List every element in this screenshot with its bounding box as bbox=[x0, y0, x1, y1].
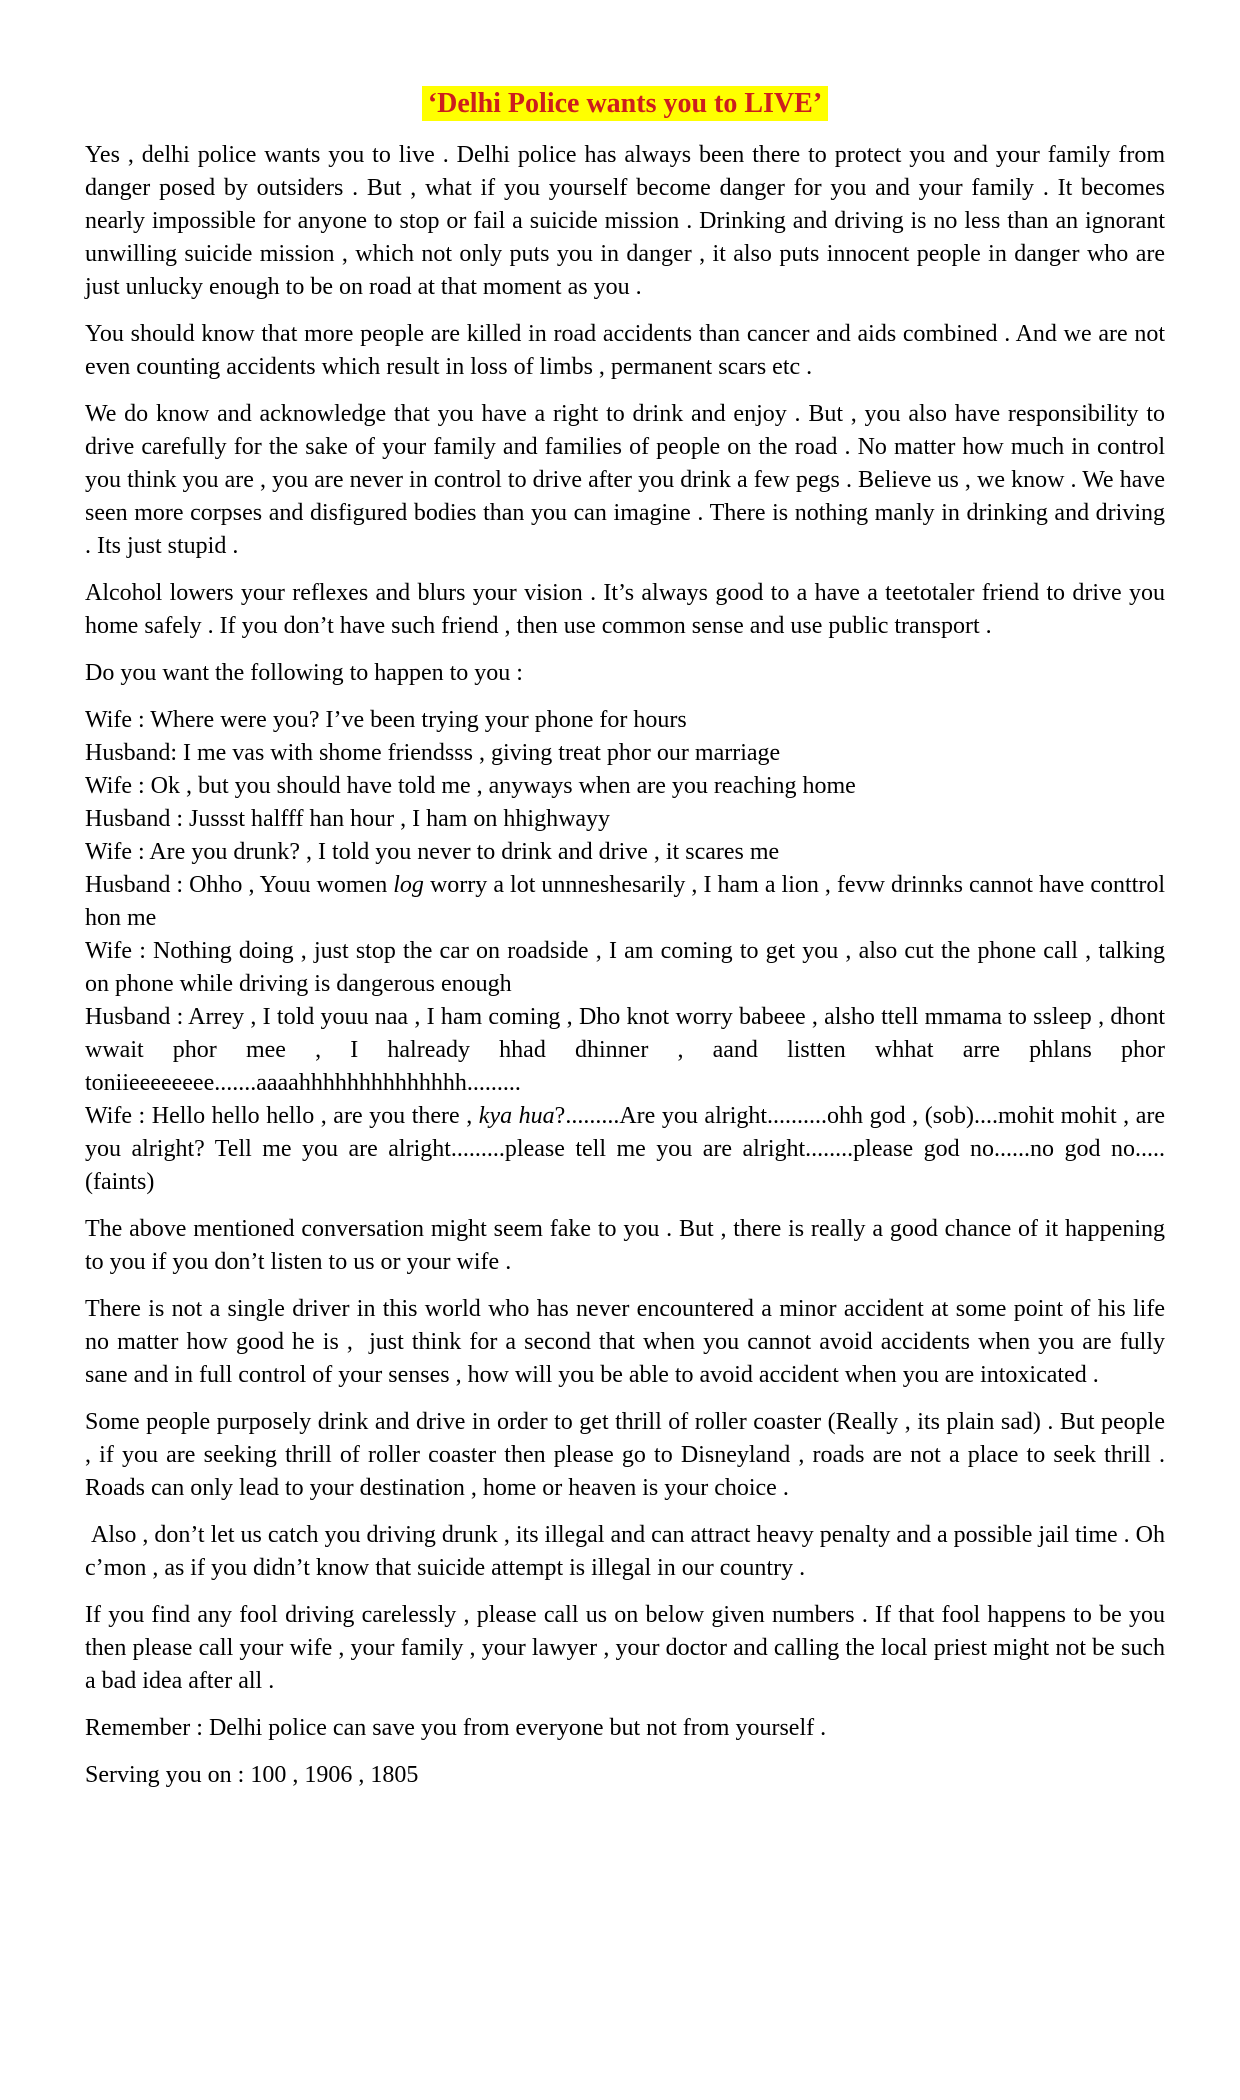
emphasized-text-segment: log bbox=[393, 872, 424, 898]
text-segment: We do know and acknowledge that you have a right to drink and enjoy . But , you also have responsibility to drive carefully for the sake of your family and families of people on the road . No matter how much in control you think you are , you are never in control to drive after you drink a few pegs . Believe us , we know . We have seen more corpses and disfigured bodies than you can imagine . There is nothing manly in drinking and driving . Its just stupid . bbox=[85, 401, 1165, 559]
dialogue-turn-5 bbox=[85, 836, 1165, 869]
text-segment: Some people purposely drink and drive in order to get thrill of roller coaster (Really , its plain sad) . But people , if you are seeking thrill of roller coaster then please go to Disneyland , roads are not a place to seek thrill . Roads can only lead to your destination , home or heaven is your choice . bbox=[85, 1409, 1165, 1501]
dialogue-turn-9 bbox=[85, 1100, 1165, 1199]
paragraph-thrill-seekers bbox=[85, 1406, 1165, 1505]
text-segment: Wife : Ok , but you should have told me , anyways when are you reaching home bbox=[85, 773, 856, 799]
text-segment: If you find any fool driving carelessly , please call us on below given numbers . If that fool happens to be you then please call your wife , your family , your lawyer , your doctor and calling the local priest might not be such a bad idea after all . bbox=[85, 1602, 1165, 1694]
dialogue-turn-3 bbox=[85, 770, 1165, 803]
text-segment: Wife : Where were you? I’ve been trying your phone for hours bbox=[85, 707, 687, 733]
text-segment: Alcohol lowers your reflexes and blurs your vision . It’s always good to a have a teetotaler friend to drive you home safely . If you don’t have such friend , then use common sense and use public transport . bbox=[85, 580, 1165, 639]
text-segment: Wife : Hello hello hello , are you there , bbox=[85, 1103, 479, 1129]
dialogue-turn-6 bbox=[85, 869, 1165, 935]
text-segment: Husband : Jussst halfff han hour , I ham on hhighwayy bbox=[85, 806, 611, 832]
paragraph-alcohol-effects bbox=[85, 577, 1165, 643]
document-title: ‘Delhi Police wants you to LIVE’ bbox=[422, 86, 828, 121]
emphasized-text-segment: kya hua bbox=[478, 1103, 555, 1129]
paragraph-statistics bbox=[85, 318, 1165, 384]
document-body bbox=[85, 139, 1165, 1792]
paragraph-call-us bbox=[85, 1599, 1165, 1698]
dialogue-turn-7 bbox=[85, 935, 1165, 1001]
text-segment: Serving you on : 100 , 1906 , 1805 bbox=[85, 1762, 419, 1788]
text-segment: Husband : Arrey , I told youu naa , I ham coming , Dho knot worry babeee , alsho ttell mmama to ssleep , dhont wwait phor mee , I halready hhad dhinner , aand listten whhat arre phlans phor toniieeeeeeee.......aaaahhhhhhhhhhhhhh......... bbox=[85, 1004, 1165, 1096]
paragraph-legal-warning bbox=[85, 1519, 1165, 1585]
paragraph-intro bbox=[85, 139, 1165, 304]
text-segment: ?.........Are you alright..........ohh god , (sob)....mohit mohit , are you alright? Tell me you are alright.........please tell me you are alright........please god no......no god no.....(faints) bbox=[85, 1103, 1166, 1195]
paragraph-helpline-numbers bbox=[85, 1759, 1165, 1792]
dialogue-turn-4 bbox=[85, 803, 1165, 836]
paragraph-dialogue-lead-in bbox=[85, 657, 1165, 690]
text-segment: Husband : Ohho , Youu women bbox=[85, 872, 394, 898]
paragraph-minor-accident bbox=[85, 1293, 1165, 1392]
text-segment: worry a lot unnneshesarily , I ham a lion , fevw drinnks cannot have conttrol hon me bbox=[85, 872, 1166, 931]
text-segment: Remember : Delhi police can save you from everyone but not from yourself . bbox=[85, 1715, 827, 1741]
paragraph-conversation-comment bbox=[85, 1213, 1165, 1279]
text-segment: The above mentioned conversation might seem fake to you . But , there is really a good chance of it happening to you if you don’t listen to us or your wife . bbox=[85, 1216, 1165, 1275]
dialogue-block bbox=[85, 704, 1165, 1199]
paragraph-responsibility bbox=[85, 398, 1165, 563]
text-segment: You should know that more people are killed in road accidents than cancer and aids combined . And we are not even counting accidents which result in loss of limbs , permanent scars etc . bbox=[85, 321, 1165, 380]
text-segment: Husband: I me vas with shome friendsss , giving treat phor our marriage bbox=[85, 740, 781, 766]
text-segment: Wife : Nothing doing , just stop the car on roadside , I am coming to get you , also cut the phone call , talking on phone while driving is dangerous enough bbox=[85, 938, 1165, 997]
title-row bbox=[85, 86, 1165, 121]
text-segment: Also , don’t let us catch you driving drunk , its illegal and can attract heavy penalty and a possible jail time . Oh c’mon , as if you didn’t know that suicide attempt is illegal in our country . bbox=[85, 1522, 1165, 1581]
text-segment: Yes , delhi police wants you to live . Delhi police has always been there to protect you and your family from danger posed by outsiders . But , what if you yourself become danger for you and your family . It becomes nearly impossible for anyone to stop or fail a suicide mission . Drinking and driving is no less than an ignorant unwilling suicide mission , which not only puts you in danger , it also puts innocent people in danger who are just unlucky enough to be on road at that moment as you . bbox=[85, 142, 1165, 300]
dialogue-turn-2 bbox=[85, 737, 1165, 770]
text-segment: Wife : Are you drunk? , I told you never to drink and drive , it scares me bbox=[85, 839, 780, 865]
dialogue-turn-8 bbox=[85, 1001, 1165, 1100]
text-segment: Do you want the following to happen to you : bbox=[85, 660, 523, 686]
paragraph-remember bbox=[85, 1712, 1165, 1745]
text-segment: There is not a single driver in this world who has never encountered a minor accident at some point of his life no matter how good he is , just think for a second that when you cannot avoid accidents when you are fully sane and in full control of your senses , how will you be able to avoid accident when you are intoxicated . bbox=[85, 1296, 1165, 1388]
dialogue-turn-1 bbox=[85, 704, 1165, 737]
